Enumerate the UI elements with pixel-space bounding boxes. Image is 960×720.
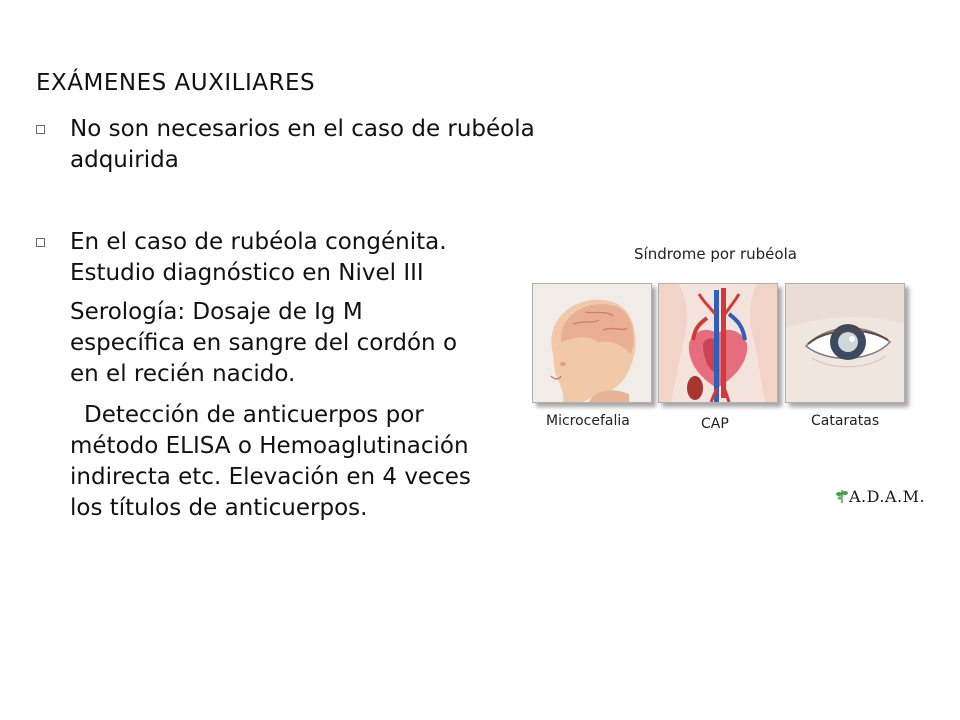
deteccion-line-4: los títulos de anticuerpos. <box>70 495 368 521</box>
eye-cataract-icon <box>786 284 904 402</box>
caption-cap: CAP <box>701 416 729 432</box>
deteccion-line-1: Detección de anticuerpos por <box>84 402 424 428</box>
infant-head-icon <box>533 284 651 402</box>
square-bullet-icon <box>36 125 45 134</box>
adam-logo-text: A.D.A.M. <box>849 487 926 506</box>
cap-panel <box>658 283 778 403</box>
bullet-item-1 <box>36 114 536 178</box>
deteccion-line-3: indirecta etc. Elevación en 4 veces <box>70 464 471 490</box>
adam-logo <box>834 486 926 508</box>
leaf-icon <box>834 488 850 504</box>
rubella-syndrome-figure <box>524 240 924 520</box>
bullet-text-1: No son necesarios en el caso de rubéola adquirida <box>70 116 535 173</box>
deteccion-line-2: método ELISA o Hemoaglutinación <box>70 433 469 459</box>
caption-cataratas: Cataratas <box>811 413 880 429</box>
deteccion-paragraph <box>70 400 540 524</box>
cataratas-panel <box>785 283 905 403</box>
serologia-line-2: específica en sangre del cordón o <box>70 330 458 356</box>
figure-title: Síndrome por rubéola <box>634 245 797 263</box>
microcefalia-panel <box>532 283 652 403</box>
serologia-line-3: en el recién nacido. <box>70 361 296 387</box>
slide-heading: EXÁMENES AUXILIARES <box>36 70 316 96</box>
serologia-paragraph <box>64 297 534 390</box>
bullet-item-2 <box>36 227 536 291</box>
caption-microcefalia: Microcefalia <box>546 413 630 429</box>
bullet-text-2: En el caso de rubéola congénita. Estudio diagnóstico en Nivel III <box>70 229 447 286</box>
square-bullet-icon <box>36 238 45 247</box>
serologia-line-1: Serología: Dosaje de Ig M <box>70 299 363 325</box>
heart-vessels-icon <box>659 284 777 402</box>
